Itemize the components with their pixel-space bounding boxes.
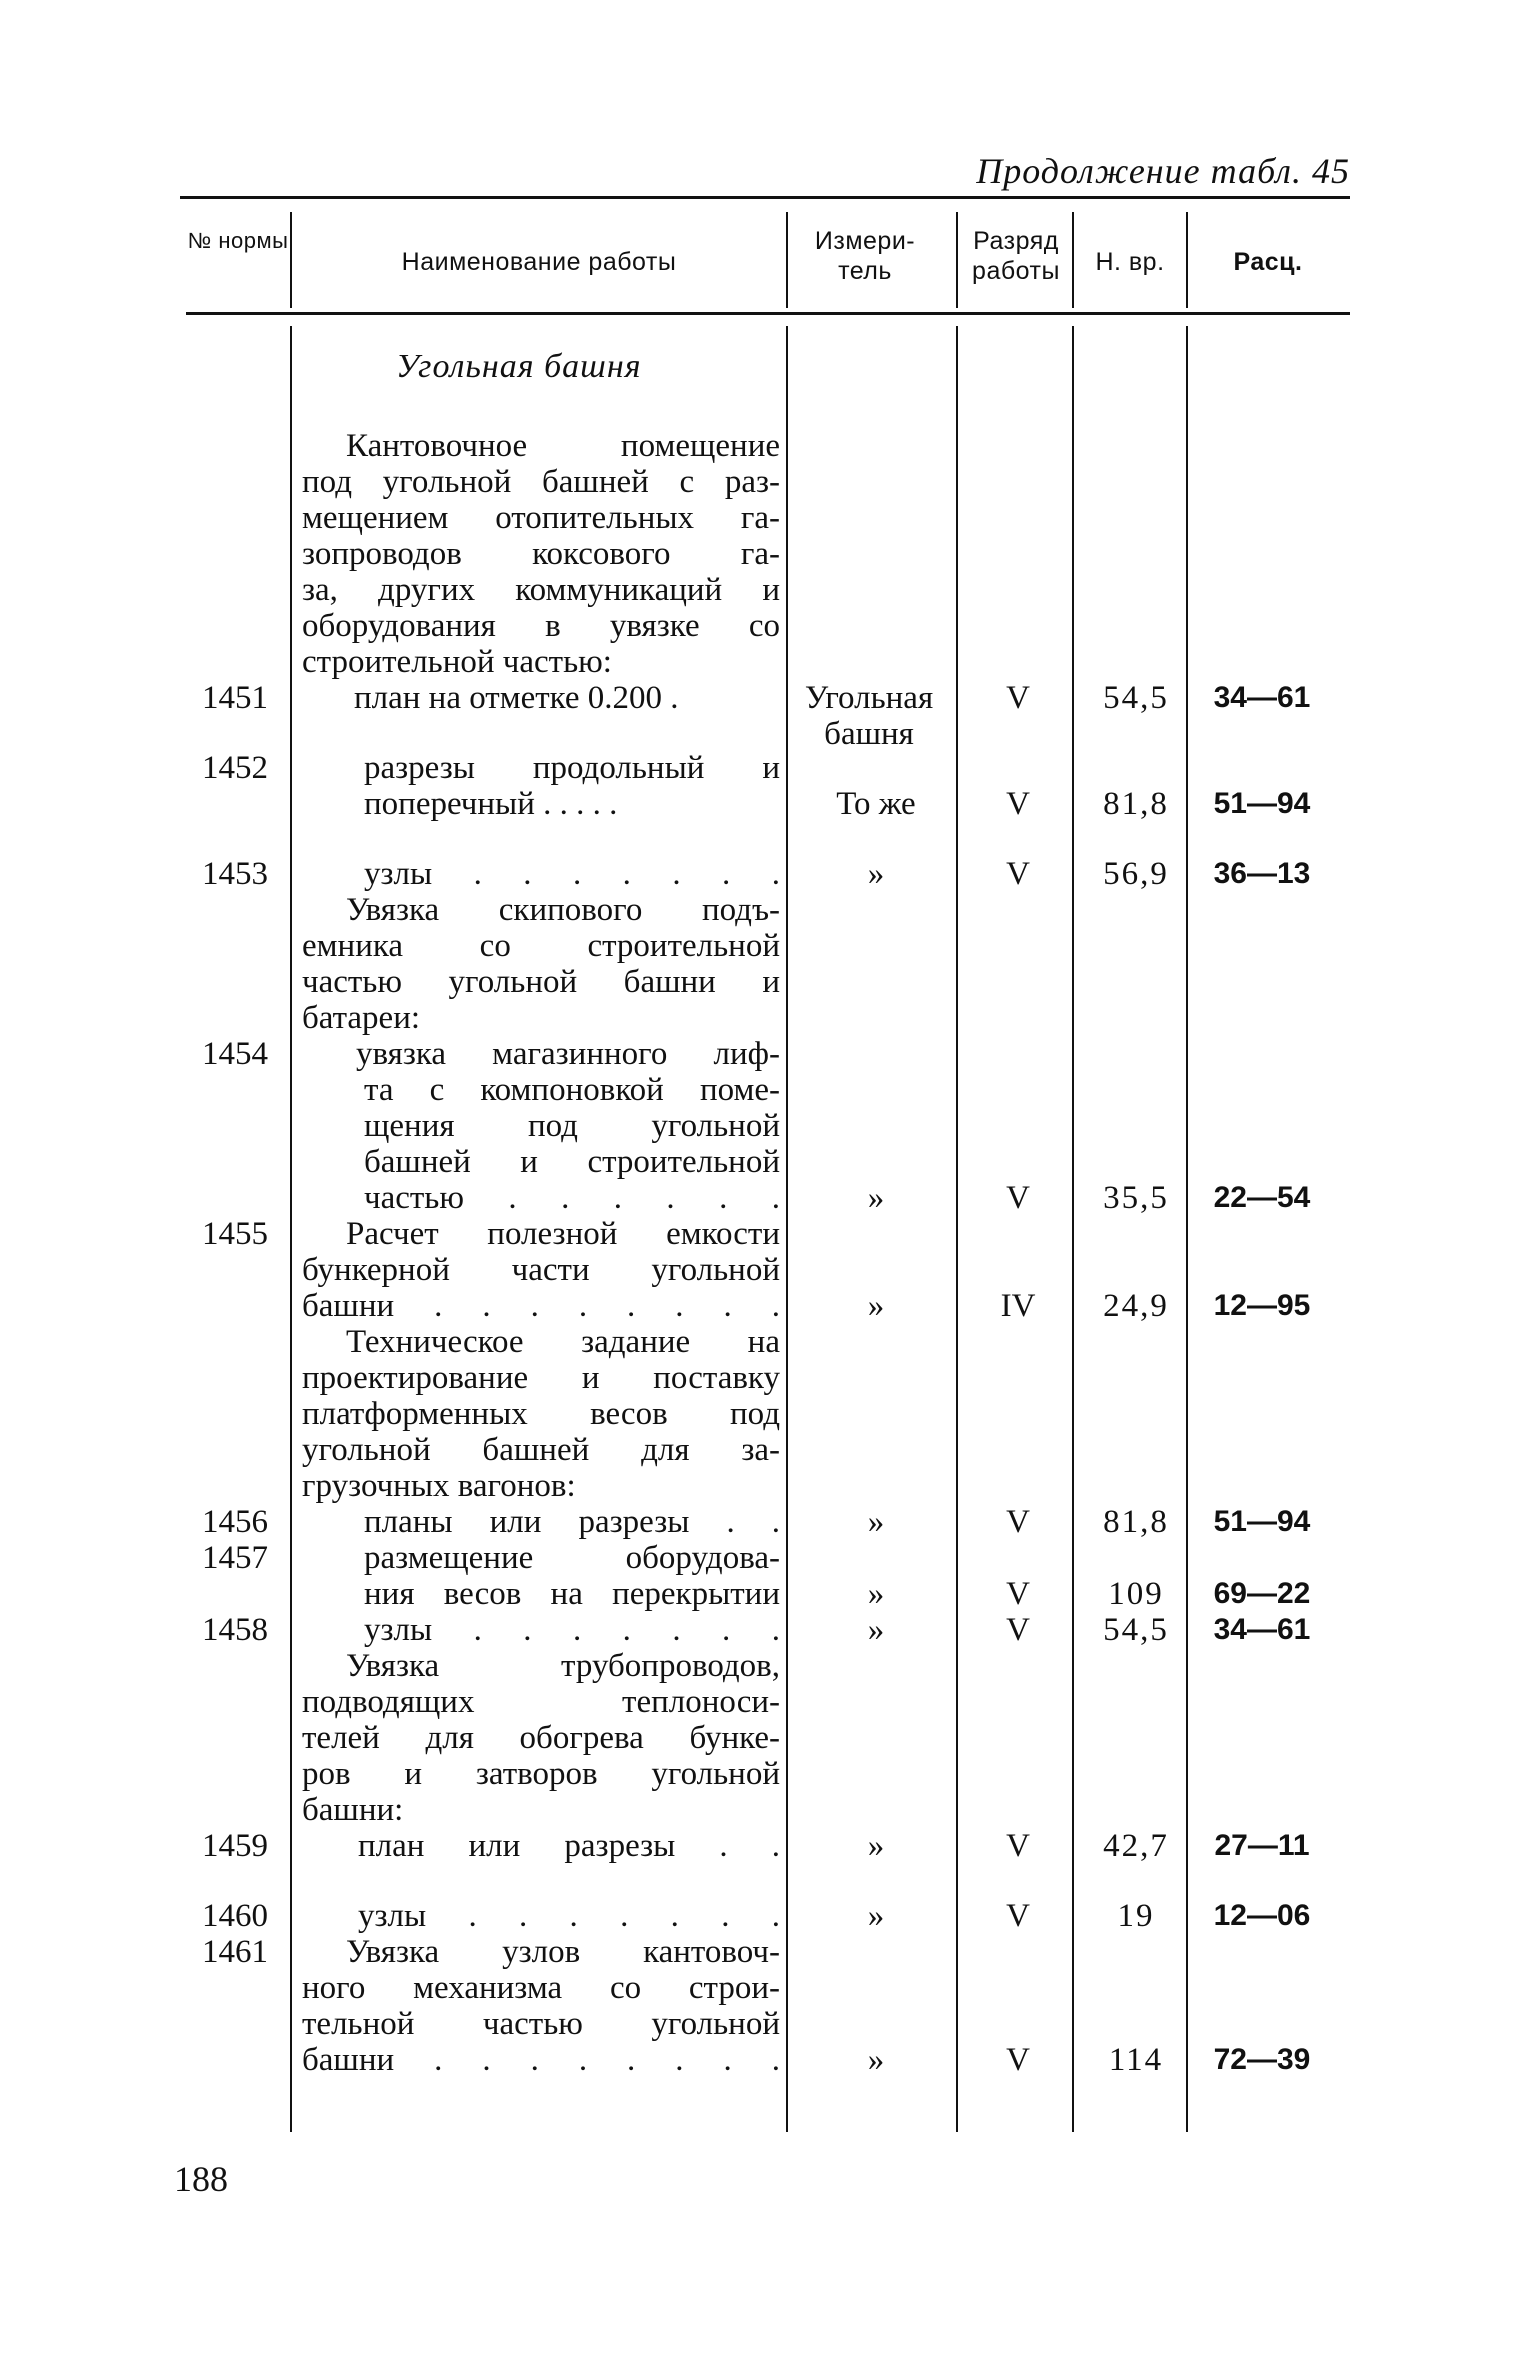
rate-value: 34—61 — [1213, 681, 1311, 714]
time-norm: 81,8 — [1103, 1504, 1169, 1540]
work-name-line: телей для обогрева бунке- — [302, 1720, 780, 1756]
norm-number: 1457 — [202, 1540, 268, 1576]
rate-value: 69—22 — [1213, 1577, 1311, 1610]
measure-unit: То же — [836, 786, 916, 822]
work-name-line: размещение оборудова- — [364, 1540, 780, 1576]
work-grade: V — [1006, 1898, 1030, 1934]
col-header-grade: Разряд работы — [972, 227, 1060, 285]
norm-number: 1461 — [202, 1934, 268, 1970]
col-header-rate: Расц. — [1233, 248, 1303, 276]
work-name-line: проектирование и поставку — [302, 1360, 780, 1396]
work-name-line: узлы . . . . . . . — [364, 1612, 780, 1648]
work-name-line: поперечный . . . . . — [364, 786, 618, 822]
work-name-line: башни . . . . . . . . — [302, 2042, 780, 2078]
norm-number: 1451 — [202, 680, 268, 716]
work-name-line: узлы . . . . . . . — [358, 1898, 780, 1934]
work-grade: IV — [1000, 1288, 1036, 1324]
work-name-line: бункерной части угольной — [302, 1252, 780, 1288]
work-name-line: тельной частью угольной — [302, 2006, 780, 2042]
time-norm: 35,5 — [1103, 1180, 1169, 1216]
rate-value: 36—13 — [1213, 857, 1311, 890]
work-grade: V — [1006, 1576, 1030, 1612]
rate-value: 51—94 — [1213, 1505, 1311, 1538]
rate-value: 72—39 — [1213, 2043, 1311, 2076]
top-rule — [180, 196, 1350, 199]
col-header-norm: № нормы — [187, 228, 289, 253]
rate-value: 12—95 — [1213, 1289, 1311, 1322]
work-name-line: частью . . . . . . — [364, 1180, 780, 1216]
body-sep-1 — [290, 326, 292, 2132]
col-header-hours: Н. вр. — [1095, 248, 1165, 276]
work-name-line: щения под угольной — [364, 1108, 780, 1144]
work-name-line: Расчет полезной емкости — [346, 1216, 780, 1252]
work-name-line: емника со строительной — [302, 928, 780, 964]
measure-unit: » — [867, 1504, 885, 1540]
time-norm: 42,7 — [1103, 1828, 1169, 1864]
measure-unit: » — [867, 1288, 885, 1324]
page-number: 188 — [174, 2159, 228, 2199]
measure-unit: » — [867, 1180, 885, 1216]
norm-number: 1459 — [202, 1828, 268, 1864]
work-grade: V — [1006, 786, 1030, 822]
measure-unit: » — [867, 1576, 885, 1612]
time-norm: 114 — [1108, 2042, 1164, 2078]
work-name-line: частью угольной башни и — [302, 964, 780, 1000]
work-name-line: грузочных вагонов: — [302, 1468, 576, 1504]
measure-unit: » — [867, 1898, 885, 1934]
time-norm: 24,9 — [1103, 1288, 1169, 1324]
rate-value: 12—06 — [1213, 1899, 1311, 1932]
header-sep-3 — [956, 212, 958, 308]
work-name-line: Техническое задание на — [346, 1324, 780, 1360]
measure-unit: Угольная башня — [804, 680, 934, 752]
work-name-line: ного механизма со строи- — [302, 1970, 780, 2006]
work-name-line: Кантовочное помещение — [346, 428, 780, 464]
work-name-line: Увязка трубопроводов, — [346, 1648, 780, 1684]
time-norm: 54,5 — [1103, 680, 1169, 716]
col-header-measure: Измери-тель — [814, 227, 916, 285]
header-bottom-rule — [186, 312, 1350, 315]
continuation-caption: Продолжение табл. 45 — [976, 151, 1350, 191]
col-header-name: Наименование работы — [401, 248, 677, 276]
work-name-line: угольной башней для за- — [302, 1432, 780, 1468]
norm-number: 1458 — [202, 1612, 268, 1648]
work-name-line: та с компоновкой поме- — [364, 1072, 780, 1108]
work-name-line: ния весов на перекрытии — [364, 1576, 780, 1612]
time-norm: 19 — [1117, 1898, 1155, 1934]
work-grade: V — [1006, 1504, 1030, 1540]
work-name-line: подводящих теплоноси- — [302, 1684, 780, 1720]
work-name-line: увязка магазинного лиф- — [356, 1036, 780, 1072]
work-name-line: планы или разрезы . . — [364, 1504, 780, 1540]
time-norm: 109 — [1108, 1576, 1164, 1612]
work-name-line: строительной частью: — [302, 644, 612, 680]
work-name-line: ров и затворов угольной — [302, 1756, 780, 1792]
work-name-line: башней и строительной — [364, 1144, 780, 1180]
work-grade: V — [1006, 1612, 1030, 1648]
work-name-line: разрезы продольный и — [364, 750, 780, 786]
work-grade: V — [1006, 856, 1030, 892]
work-name-line: зопроводов коксового га- — [302, 536, 780, 572]
rate-value: 22—54 — [1213, 1181, 1311, 1214]
time-norm: 54,5 — [1103, 1612, 1169, 1648]
work-name-line: башни . . . . . . . . — [302, 1288, 780, 1324]
work-name-line: батареи: — [302, 1000, 421, 1036]
norm-number: 1452 — [202, 750, 268, 786]
rate-value: 34—61 — [1213, 1613, 1311, 1646]
work-name-line: план на отметке 0.200 . — [354, 680, 679, 716]
measure-unit: » — [867, 2042, 885, 2078]
norm-number: 1460 — [202, 1898, 268, 1934]
header-sep-2 — [786, 212, 788, 308]
norm-number: 1455 — [202, 1216, 268, 1252]
work-name-line: башни: — [302, 1792, 404, 1828]
measure-unit: » — [867, 856, 885, 892]
norm-number: 1456 — [202, 1504, 268, 1540]
norm-number: 1453 — [202, 856, 268, 892]
norm-number: 1454 — [202, 1036, 268, 1072]
measure-unit: » — [867, 1612, 885, 1648]
work-name-line: узлы . . . . . . . — [364, 856, 780, 892]
rate-value: 51—94 — [1213, 787, 1311, 820]
time-norm: 56,9 — [1103, 856, 1169, 892]
rate-value: 27—11 — [1214, 1829, 1310, 1862]
work-grade: V — [1006, 1180, 1030, 1216]
measure-unit: » — [867, 1828, 885, 1864]
work-name-line: оборудования в увязке со — [302, 608, 780, 644]
work-grade: V — [1006, 680, 1030, 716]
work-grade: V — [1006, 2042, 1030, 2078]
work-grade: V — [1006, 1828, 1030, 1864]
work-name-line: мещением отопительных га- — [302, 500, 780, 536]
work-name-line: план или разрезы . . — [358, 1828, 780, 1864]
work-name-line: платформенных весов под — [302, 1396, 780, 1432]
work-name-line: под угольной башней с раз- — [302, 464, 780, 500]
work-name-line: за, других коммуникаций и — [302, 572, 780, 608]
time-norm: 81,8 — [1103, 786, 1169, 822]
section-title: Угольная башня — [396, 348, 642, 385]
work-name-line: Увязка скипового подъ- — [346, 892, 780, 928]
work-name-line: Увязка узлов кантовоч- — [346, 1934, 780, 1970]
